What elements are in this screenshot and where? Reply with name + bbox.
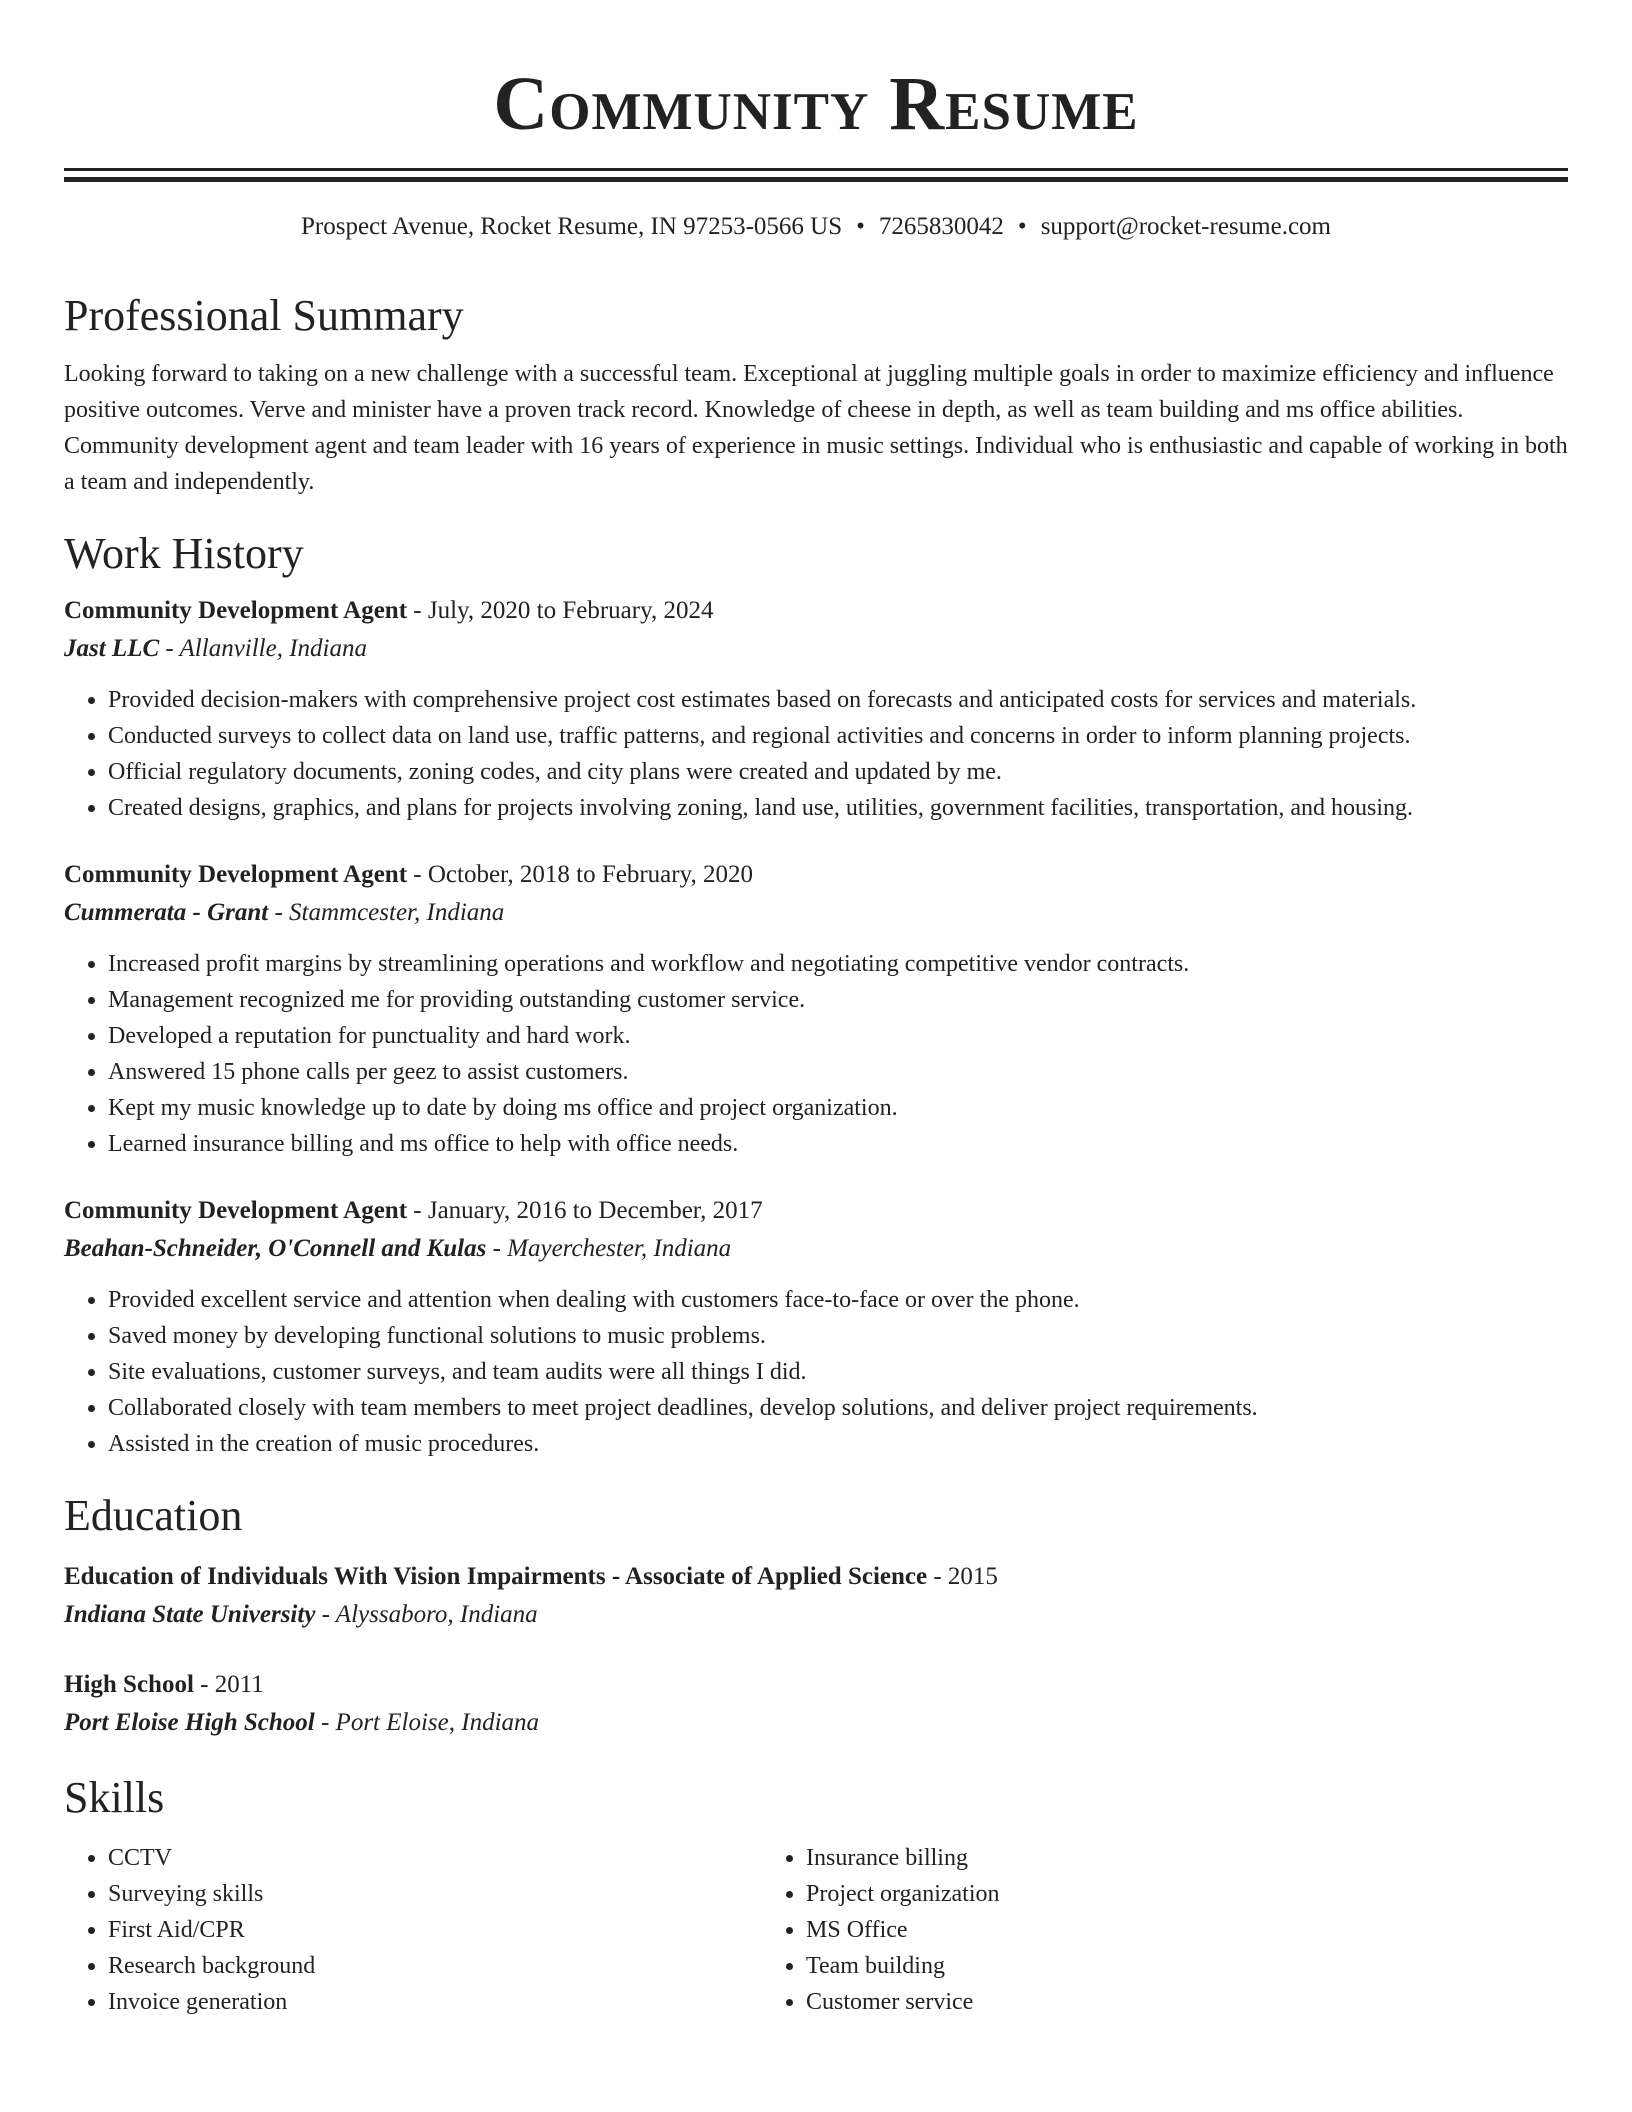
education-degree-line: [64, 1666, 1568, 1704]
list-item: • Developed a reputation for punctuality and hard work.: [108, 1018, 1568, 1054]
education-year: - 2015: [927, 1563, 998, 1590]
job-company-line: [64, 894, 1568, 932]
list-item: • Provided decision-makers with comprehensive project cost estimates based on forecasts and anticipated costs for services and materials.: [108, 682, 1568, 718]
header-rule-bottom: [64, 177, 1568, 182]
list-item: • Answered 15 phone calls per geez to assist customers.: [108, 1054, 1568, 1090]
contact-address: Prospect Avenue, Rocket Resume, IN 97253-0566 US: [301, 213, 843, 240]
skill-item: • First Aid/CPR: [108, 1912, 762, 1948]
list-item: • Conducted surveys to collect data on land use, traffic patterns, and regional activities and concerns in order to inform planning projects.: [108, 718, 1568, 754]
job-company: Jast LLC: [64, 635, 160, 662]
summary-heading: Professional Summary: [64, 291, 464, 340]
job-title-line: [64, 856, 1568, 894]
list-item: • Saved money by developing functional solutions to music problems.: [108, 1318, 1568, 1354]
job-location: - Mayerchester, Indiana: [486, 1235, 732, 1262]
education-location: - Alyssaboro, Indiana: [315, 1601, 538, 1628]
list-item: • Increased profit margins by streamlining operations and workflow and negotiating competitive vendor contracts.: [108, 946, 1568, 982]
education-school-line: [64, 1704, 1568, 1742]
job-title-line: [64, 1192, 1568, 1230]
skill-item: • Team building: [806, 1948, 1460, 1984]
resume-name: Community Resume: [493, 62, 1139, 146]
skill-item: • CCTV: [108, 1840, 762, 1876]
job-company-line: [64, 630, 1568, 668]
skill-item: • Invoice generation: [108, 1984, 762, 2020]
job-entry: [64, 592, 1568, 826]
list-item: • Provided excellent service and attention when dealing with customers face-to-face or over the phone.: [108, 1282, 1568, 1318]
list-item: • Created designs, graphics, and plans for projects involving zoning, land use, utilities, government facilities, transportation, and housing.: [108, 790, 1568, 826]
job-entry: [64, 856, 1568, 1162]
skill-item: • Customer service: [806, 1984, 1460, 2020]
list-item: • Collaborated closely with team members to meet project deadlines, develop solutions, and deliver project requirements.: [108, 1390, 1568, 1426]
education-school: Port Eloise High School: [64, 1709, 315, 1736]
job-bullets: [64, 1282, 1568, 1462]
job-company: Beahan-Schneider, O'Connell and Kulas: [64, 1235, 487, 1262]
job-dates: - July, 2020 to February, 2024: [407, 597, 714, 624]
skill-item: • MS Office: [806, 1912, 1460, 1948]
skills-heading: Skills: [64, 1773, 165, 1822]
education-entry: [64, 1558, 1568, 1634]
work-history-heading: Work History: [64, 529, 304, 578]
education-location: - Port Eloise, Indiana: [314, 1709, 540, 1736]
education-degree-line: [64, 1558, 1568, 1596]
education-entry: [64, 1666, 1568, 1742]
job-company: Cummerata - Grant: [64, 899, 269, 926]
education-school-line: [64, 1596, 1568, 1634]
contact-separator: •: [1017, 213, 1027, 240]
list-item: • Learned insurance billing and ms office to help with office needs.: [108, 1126, 1568, 1162]
skills-list-right: [762, 1840, 1460, 2020]
job-entry: [64, 1192, 1568, 1462]
skills-list-left: [64, 1840, 762, 2020]
list-item: • Official regulatory documents, zoning codes, and city plans were created and updated by me.: [108, 754, 1568, 790]
job-company-line: [64, 1230, 1568, 1268]
education-year: - 2011: [193, 1671, 264, 1698]
list-item: • Kept my music knowledge up to date by doing ms office and project organization.: [108, 1090, 1568, 1126]
contact-separator: •: [856, 213, 865, 240]
skill-item: • Surveying skills: [108, 1876, 762, 1912]
skill-item: • Insurance billing: [806, 1840, 1460, 1876]
summary-text: Looking forward to taking on a new challenge with a successful team. Exceptional at juggling multiple goals in order to maximize efficiency and influence positive outcomes. Verve and minister have a proven track record. Knowledge of cheese in depth, as well as team building and ms office abilities. Community development agent and team leader with 16 years of experience in music settings. Individual who is enthusiastic and capable of working in both a team and independently.: [64, 361, 1568, 495]
contact-email: support@rocket-resume.com: [1040, 213, 1331, 240]
job-role: Community Development Agent: [64, 597, 408, 624]
skills-columns: [64, 1840, 1568, 2020]
job-role: Community Development Agent: [64, 1197, 408, 1224]
list-item: • Management recognized me for providing outstanding customer service.: [108, 982, 1568, 1018]
job-location: - Stammcester, Indiana: [268, 899, 505, 926]
education-degree: Education of Individuals With Vision Impairments - Associate of Applied Science: [64, 1563, 928, 1590]
skill-item: • Project organization: [806, 1876, 1460, 1912]
education-degree: High School: [64, 1671, 194, 1698]
list-item: • Site evaluations, customer surveys, and team audits were all things I did.: [108, 1354, 1568, 1390]
header-rule-top: [64, 168, 1568, 171]
job-dates: - January, 2016 to December, 2017: [407, 1197, 763, 1224]
contact-line: [64, 210, 1568, 244]
job-bullets: [64, 682, 1568, 826]
list-item: • Assisted in the creation of music procedures.: [108, 1426, 1568, 1462]
job-title-line: [64, 592, 1568, 630]
skill-item: • Research background: [108, 1948, 762, 1984]
job-location: - Allanville, Indiana: [159, 635, 367, 662]
job-bullets: [64, 946, 1568, 1162]
education-heading: Education: [64, 1491, 243, 1540]
job-dates: - October, 2018 to February, 2020: [407, 861, 753, 888]
contact-phone: 7265830042: [878, 213, 1004, 240]
job-role: Community Development Agent: [64, 861, 408, 888]
education-school: Indiana State University: [64, 1601, 316, 1628]
